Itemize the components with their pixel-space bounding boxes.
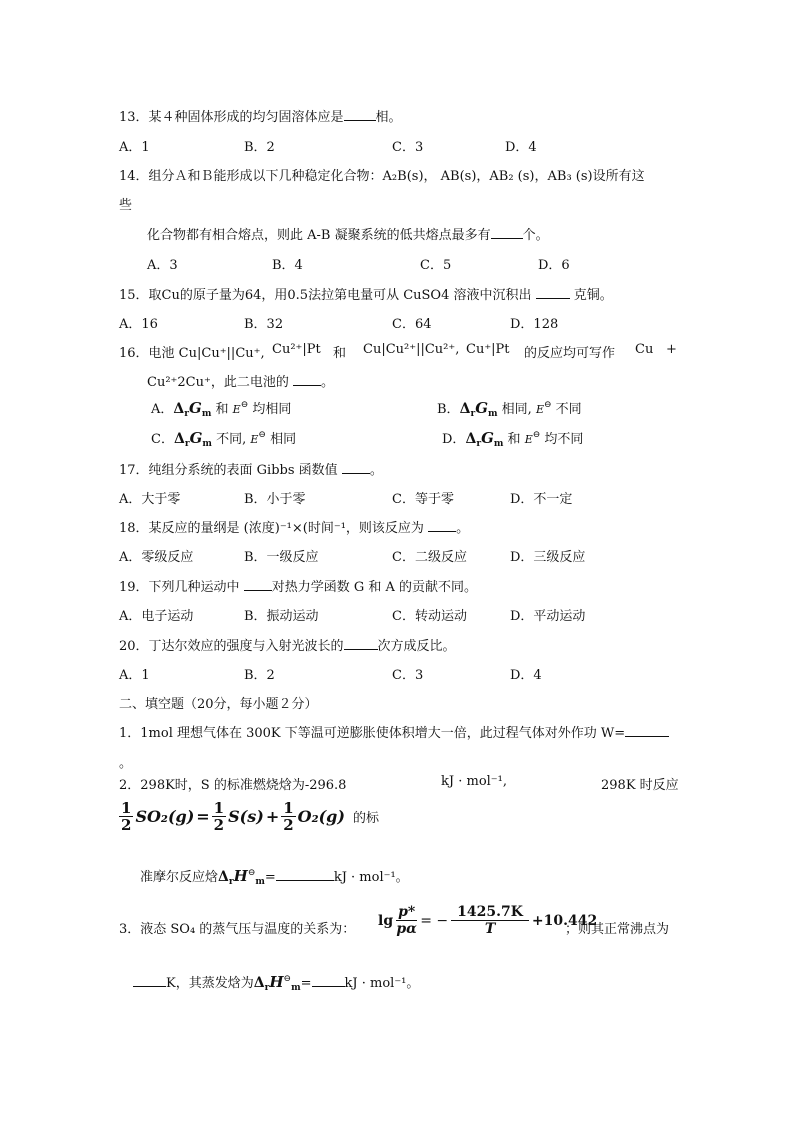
delta-symbol: Δ xyxy=(173,401,185,417)
q16-stem-part-c: 和 xyxy=(333,346,347,361)
q16-option-d[interactable]: D．$\Delta_rG_m$ 和 E⊖ 均不同 xyxy=(442,429,584,449)
q17-blank[interactable] xyxy=(342,461,370,474)
s-term: S(s) xyxy=(228,807,264,826)
q13-option-b[interactable]: B．2 xyxy=(244,140,275,155)
q19-option-a[interactable]: A．电子运动 xyxy=(119,609,194,624)
fill1-wrap: 。 xyxy=(119,756,133,771)
fill3-stem: 3．液态 SO₄ 的蒸气压与温度的关系为： xyxy=(119,922,356,937)
equals-sign: = xyxy=(196,807,210,826)
so2-term: SO₂(g) xyxy=(135,807,195,826)
q20-option-a[interactable]: A．1 xyxy=(119,668,150,683)
q14-option-b[interactable]: B．4 xyxy=(272,258,303,273)
fill2-tail: 的标 xyxy=(352,811,379,826)
q18-blank[interactable] xyxy=(428,519,456,532)
q20-option-c[interactable]: C．3 xyxy=(392,668,424,683)
q15-stem: 15．取Cu的原子量为64，用0.5法拉第电量可从 CuSO4 溶液中沉积出 克铜。 xyxy=(119,288,613,303)
delta-symbol: Δ xyxy=(465,431,477,447)
q16-option-b[interactable]: B．$\Delta_rG_m$ 相同, E⊖ 不同 xyxy=(437,399,582,419)
fill2-equation xyxy=(119,800,379,833)
q13-option-a[interactable]: A．1 xyxy=(119,140,150,155)
q18-option-c[interactable]: C．二级反应 xyxy=(392,550,467,565)
q16-stem-part-e: Cu⁺|Pt xyxy=(466,342,510,357)
q14-stem-line2: 化合物都有相合熔点，则此 A-B 凝聚系统的低共熔点最多有 个。 xyxy=(147,228,549,243)
q15-option-b[interactable]: B．32 xyxy=(244,317,284,332)
q18-stem: 18．某反应的量纲是 (浓度)⁻¹×(时间⁻¹，则该反应为 。 xyxy=(119,521,470,536)
half-fraction: $\frac{1}{2}$ xyxy=(283,799,294,834)
q16-stem: 16．电池 Cu|Cu⁺||Cu⁺, xyxy=(119,346,265,361)
plus-sign: + xyxy=(265,807,280,826)
q16-option-a[interactable]: A．$\Delta_rG_m$ 和 E⊖ 均相同 xyxy=(151,399,292,419)
fill2-stem: 2．298K时，S 的标准燃烧焓为-296.8 xyxy=(119,778,347,793)
fill2-unit: kJ · mol⁻¹, xyxy=(441,774,508,789)
q20-option-b[interactable]: B．2 xyxy=(244,668,275,683)
pressure-ratio: $\frac{p*}{p\alpha}$ xyxy=(396,904,417,937)
q13-option-c[interactable]: C．3 xyxy=(392,140,424,155)
q14-blank[interactable] xyxy=(491,226,523,239)
q16-stem-part-h: + xyxy=(666,342,677,357)
q13-blank[interactable] xyxy=(344,108,376,121)
q17-option-a[interactable]: A．大于零 xyxy=(119,492,181,507)
vaporization-enthalpy-blank[interactable] xyxy=(312,974,345,987)
q14-option-d[interactable]: D．6 xyxy=(538,258,570,273)
q15-option-a[interactable]: A．16 xyxy=(119,317,158,332)
q16-stem-part-f: 的反应均可写作 xyxy=(524,346,616,361)
delta-symbol: Δ xyxy=(218,869,229,885)
fill1-blank[interactable] xyxy=(625,724,669,737)
q16-stem-line2: Cu²⁺2Cu⁺，此二电池的 。 xyxy=(147,375,335,390)
delta-symbol: Δ xyxy=(173,431,185,447)
fill3-equation: lg $\frac{p*}{p\alpha}$ = − $\frac{1425.7K}{T}$ +10.442 xyxy=(378,904,598,937)
boiling-point-blank[interactable] xyxy=(133,974,166,987)
fill2-line3: 准摩尔反应焓$\Delta_rH^⊖_m=$ kJ · mol⁻¹。 xyxy=(140,867,409,887)
delta-symbol: Δ xyxy=(459,401,471,417)
q14-stem: 14．组分Ａ和Ｂ能形成以下几种稳定化合物：A₂B(s)， AB(s)，AB₂ (s)，AB₃ (s)设所有这 xyxy=(119,169,645,184)
q18-option-d[interactable]: D．三级反应 xyxy=(510,550,586,565)
q17-option-d[interactable]: D．不一定 xyxy=(510,492,573,507)
q16-stem-part-b: Cu²⁺|Pt xyxy=(272,342,321,357)
q20-option-d[interactable]: D．4 xyxy=(510,668,542,683)
q14-option-c[interactable]: C．5 xyxy=(420,258,452,273)
fill1-stem: 1．1mol 理想气体在 300K 下等温可逆膨胀使体积增大一倍，此过程气体对外作功 W= xyxy=(119,722,669,741)
q20-blank[interactable] xyxy=(344,637,378,650)
q16-blank[interactable] xyxy=(293,373,321,386)
q15-blank[interactable] xyxy=(536,286,570,299)
q17-option-b[interactable]: B．小于零 xyxy=(244,492,306,507)
q19-stem: 19．下列几种运动中 对热力学函数 G 和 A 的贡献不同。 xyxy=(119,580,477,595)
q18-option-b[interactable]: B．一级反应 xyxy=(244,550,319,565)
q17-stem: 17．纯组分系统的表面 Gibbs 函数值 。 xyxy=(119,463,383,478)
q19-option-c[interactable]: C．转动运动 xyxy=(392,609,467,624)
q16-option-c[interactable]: C．$\Delta_rG_m$ 不同, E⊖ 相同 xyxy=(151,429,297,449)
q19-option-b[interactable]: B．振动运动 xyxy=(244,609,319,624)
q19-blank[interactable] xyxy=(244,578,272,591)
q17-option-c[interactable]: C．等于零 xyxy=(392,492,454,507)
q14-option-a[interactable]: A．3 xyxy=(147,258,178,273)
q20-stem: 20．丁达尔效应的强度与入射光波长的 次方成反比。 xyxy=(119,639,456,654)
q15-option-c[interactable]: C．64 xyxy=(392,317,432,332)
fill2-reaction-label: 298K 时反应 xyxy=(601,778,679,793)
half-fraction: $\frac{1}{2}$ xyxy=(121,799,132,834)
o2-term: O₂(g) xyxy=(297,807,345,826)
section-heading: 二、填空题（20分，每小题２分） xyxy=(119,697,318,712)
q16-stem-part-d: Cu|Cu²⁺||Cu²⁺, xyxy=(363,342,460,357)
fill2-blank[interactable] xyxy=(276,868,334,881)
q13-option-d[interactable]: D．4 xyxy=(505,140,537,155)
q13-stem: 13．某４种固体形成的均匀固溶体应是 相。 xyxy=(119,110,402,125)
delta-symbol: Δ xyxy=(253,975,265,991)
q15-option-d[interactable]: D．128 xyxy=(510,317,559,332)
enthalpy-fraction: $\frac{1425.7K}{T}$ xyxy=(451,904,529,937)
q14-stem-wrap: 些 xyxy=(119,198,133,213)
q18-option-a[interactable]: A．零级反应 xyxy=(119,550,194,565)
fill3-boiling-point-label: ；则其正常沸点为 xyxy=(565,922,670,937)
q16-stem-part-g: Cu xyxy=(635,342,654,357)
fill3-line2: K，其蒸发焓为$\Delta_rH^⊖_m=$ kJ · mol⁻¹。 xyxy=(133,972,419,993)
q19-option-d[interactable]: D．平动运动 xyxy=(510,609,586,624)
half-fraction: $\frac{1}{2}$ xyxy=(213,799,225,834)
